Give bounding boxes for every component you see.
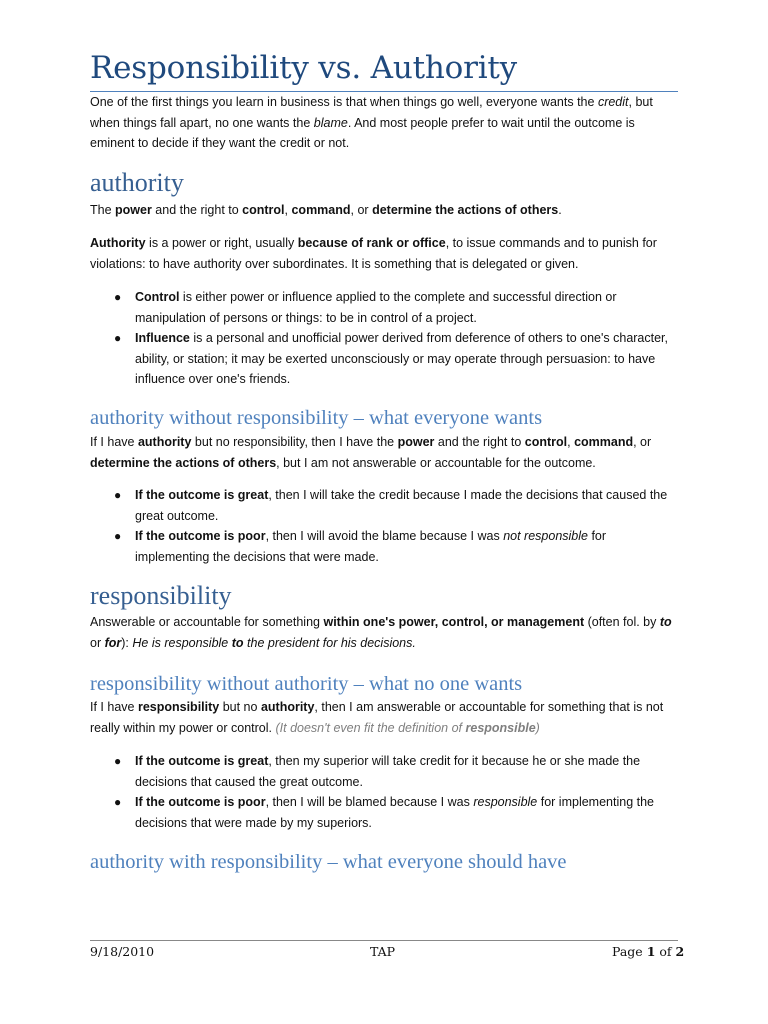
def-text: or bbox=[90, 635, 105, 650]
intro-text: , but when things fall apart, no one wants the bbox=[90, 95, 653, 130]
def-bold: within one's power, control, or management bbox=[323, 615, 585, 629]
para-bold: command bbox=[574, 435, 634, 449]
def-example: He is responsible bbox=[132, 635, 232, 650]
def-command: command bbox=[291, 203, 351, 217]
def-text: (often fol. by bbox=[584, 615, 660, 629]
bullet-term: If the outcome is poor bbox=[135, 795, 266, 809]
para-text: is a power or right, usually bbox=[145, 236, 298, 250]
para-text: If I have bbox=[90, 435, 138, 449]
heading-authority: authority bbox=[90, 168, 184, 197]
para-bold: power bbox=[397, 435, 435, 449]
para-text: but no responsibility, then I have the bbox=[191, 435, 398, 449]
para-text: , or bbox=[633, 435, 652, 449]
footer-date: 9/18/2010 bbox=[90, 944, 155, 959]
bullet-icon: ● bbox=[114, 795, 122, 809]
para-bold: determine the actions of others bbox=[90, 455, 277, 470]
responsibility-without-paragraph bbox=[90, 697, 678, 738]
para-text: , but I am not answerable or accountable for the outcome. bbox=[276, 455, 596, 470]
list-item bbox=[90, 287, 678, 328]
bullet-icon: ● bbox=[114, 331, 122, 345]
para-text: , to issue commands and to punish for violations: to have authority over subordinates. It is something that is delegated or given. bbox=[90, 236, 657, 271]
authority-without-bullet-list bbox=[90, 485, 678, 567]
footer-page-label: Page bbox=[612, 944, 647, 959]
def-text: Answerable or accountable for something bbox=[90, 615, 324, 629]
bullet-term: Influence bbox=[135, 331, 190, 345]
bullet-icon: ● bbox=[114, 488, 122, 502]
def-text: . bbox=[558, 203, 562, 217]
para-note: ) bbox=[535, 720, 540, 735]
heading-responsibility-without-authority: responsibility without authority – what no one wants bbox=[90, 673, 523, 695]
para-text: but no bbox=[219, 700, 261, 714]
def-example: the president for his decisions. bbox=[243, 635, 416, 650]
bullet-text: for implementing the decisions that were made by my superiors. bbox=[135, 795, 654, 830]
list-item bbox=[90, 328, 678, 390]
intro-paragraph bbox=[90, 92, 678, 154]
bullet-emphasis: responsible bbox=[473, 795, 538, 809]
footer-divider bbox=[90, 940, 678, 941]
responsibility-without-bullet-list bbox=[90, 751, 678, 833]
para-bold: responsibility bbox=[137, 700, 220, 714]
footer-page-current: 1 bbox=[646, 944, 656, 959]
def-for: for bbox=[104, 635, 122, 650]
bullet-text: for implementing the decisions that were made. bbox=[135, 529, 607, 564]
def-text: ): bbox=[121, 635, 133, 650]
bullet-text: , then my superior will take credit for it because he or she made the decisions that caused the great outcome. bbox=[135, 754, 641, 789]
bullet-icon: ● bbox=[114, 290, 122, 304]
intro-credit: credit bbox=[597, 95, 629, 109]
footer-page-of: of bbox=[655, 944, 676, 959]
para-note: (It doesn't even fit the definition of bbox=[275, 720, 466, 735]
heading-authority-without-responsibility: authority without responsibility – what everyone wants bbox=[90, 407, 543, 429]
bullet-icon: ● bbox=[114, 529, 122, 543]
bullet-text: is a personal and unofficial power derived from deference of others to one's character, ability, or station; it may be exerted unconsciously or may operate through persuasion: to have influence over one's friends. bbox=[135, 331, 668, 386]
def-text: , bbox=[284, 203, 292, 217]
def-text: The bbox=[90, 203, 116, 217]
def-control: control bbox=[242, 203, 285, 217]
heading-authority-with-responsibility: authority with responsibility – what everyone should have bbox=[90, 851, 567, 873]
footer-page-total: 2 bbox=[675, 944, 685, 959]
para-text: , then I am answerable or accountable for something that is not really within my power or control. bbox=[90, 700, 664, 735]
footer-page-number bbox=[612, 944, 684, 959]
authority-definition bbox=[90, 200, 678, 221]
para-note-bold: responsible bbox=[465, 720, 536, 735]
para-emphasis: because of rank or office bbox=[297, 236, 446, 250]
bullet-text: , then I will take the credit because I made the decisions that caused the great outcome. bbox=[135, 488, 668, 523]
para-bold: control bbox=[524, 435, 568, 449]
intro-text: . And most people prefer to wait until the outcome is eminent to decide if they want the credit or not. bbox=[90, 115, 635, 150]
para-bold: authority bbox=[137, 435, 192, 449]
page-title: Responsibility vs. Authority bbox=[90, 50, 517, 86]
para-text: If I have bbox=[90, 700, 138, 714]
footer-center: TAP bbox=[370, 944, 396, 959]
def-example-to: to bbox=[231, 635, 244, 650]
heading-responsibility: responsibility bbox=[90, 581, 232, 610]
para-term: Authority bbox=[90, 236, 146, 250]
authority-paragraph bbox=[90, 233, 678, 274]
def-determine: determine the actions of others bbox=[372, 203, 559, 217]
para-text: , bbox=[567, 435, 575, 449]
bullet-term: If the outcome is great bbox=[135, 754, 269, 768]
bullet-text: , then I will be blamed because I was bbox=[265, 795, 474, 809]
list-item bbox=[90, 792, 678, 833]
responsibility-definition bbox=[90, 612, 678, 653]
bullet-term: If the outcome is poor bbox=[135, 529, 266, 543]
authority-bullet-list bbox=[90, 287, 678, 390]
def-power: power bbox=[115, 203, 152, 217]
list-item bbox=[90, 751, 678, 792]
bullet-icon: ● bbox=[114, 754, 122, 768]
bullet-emphasis: not responsible bbox=[503, 529, 588, 543]
para-bold: authority bbox=[260, 700, 315, 714]
def-to: to bbox=[659, 615, 672, 629]
bullet-text: is either power or influence applied to the complete and successful direction or manipulation of persons or things: to be in control of a project. bbox=[135, 290, 617, 325]
para-text: and the right to bbox=[434, 435, 525, 449]
authority-without-paragraph bbox=[90, 432, 678, 473]
bullet-text: , then I will avoid the blame because I was bbox=[265, 529, 504, 543]
def-text: and the right to bbox=[151, 203, 243, 217]
list-item bbox=[90, 526, 678, 567]
bullet-term: If the outcome is great bbox=[135, 488, 269, 502]
intro-text: One of the first things you learn in business is that when things go well, everyone wants the bbox=[90, 95, 598, 109]
bullet-term: Control bbox=[135, 290, 180, 304]
list-item bbox=[90, 485, 678, 526]
def-text: , or bbox=[350, 203, 373, 217]
intro-blame: blame bbox=[313, 115, 348, 130]
